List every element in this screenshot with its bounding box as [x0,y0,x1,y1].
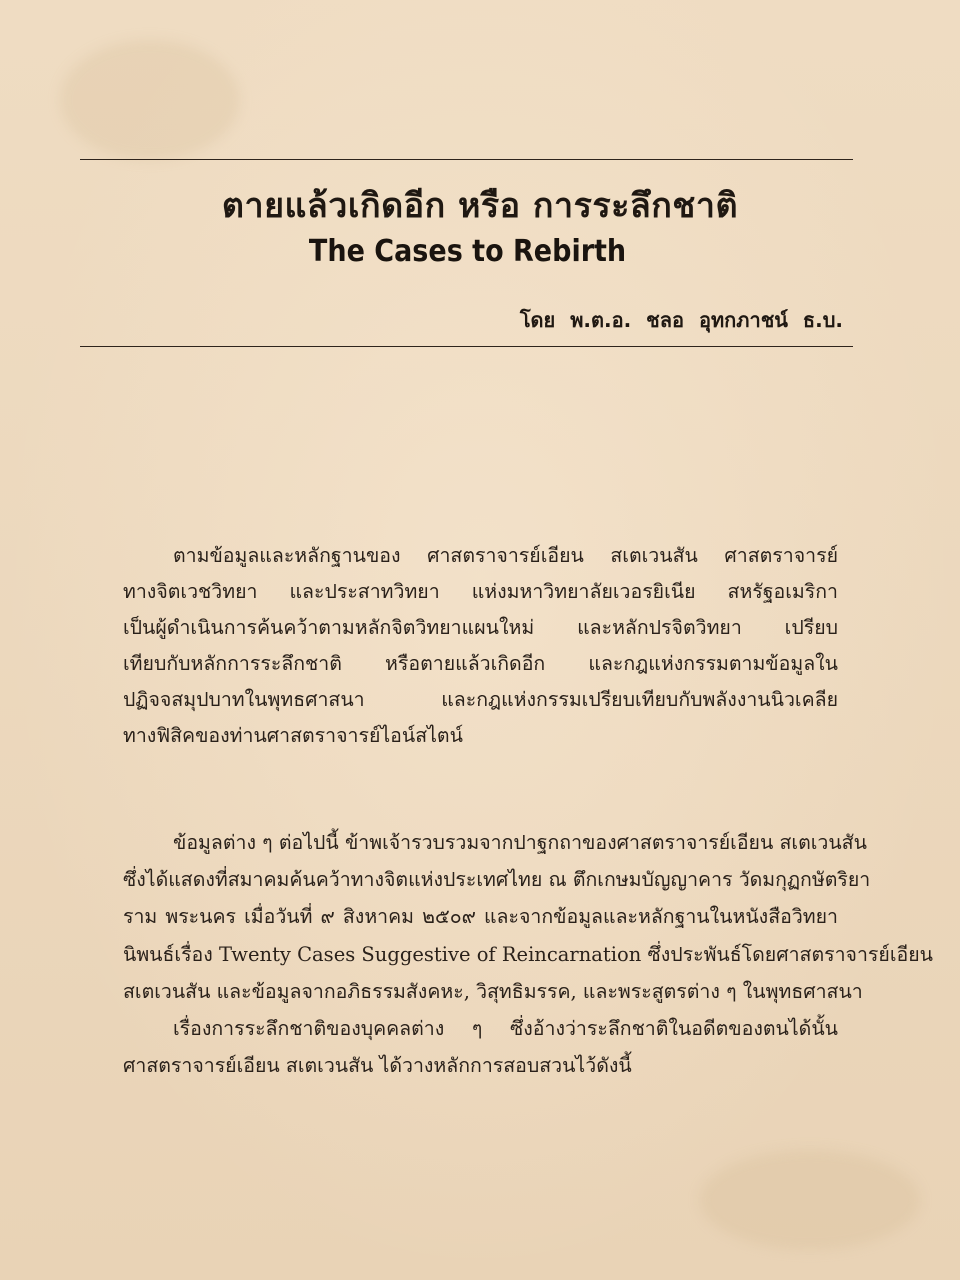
text-line: ศาสตราจารย์เอียน สเตเวนสัน ได้วางหลักการสอบสวนไว้ดังนี้ [123,1054,632,1078]
text-line: เรื่องการระลึกชาติของบุคคลต่าง ๆ ซึ่งอ้างว่าระลึกชาติในอดีตของตนได้นั้น [173,1016,838,1040]
text-line: เทียบกับหลักการระลึกชาติ หรือตายแล้วเกิดอีก และกฎแห่งกรรมตามข้อมูลใน [123,652,838,675]
paper-stain [60,40,240,160]
paper-stain [700,1150,920,1250]
text-line: ปฏิจจสมุปบาทในพุทธศาสนา และกฎแห่งกรรมเปรียบเทียบกับพลังงานนิวเคลีย [123,688,838,711]
english-title: The Cases to Rebirth [308,234,627,269]
paragraph-1 [123,538,838,754]
text-line: ทางจิตเวชวิทยา และประสาทวิทยา แห่งมหาวิทยาลัยเวอรยิเนีย สหรัฐอเมริกา [123,580,838,603]
thai-title: ตายแล้วเกิดอีก หรือ การระลึกชาติ [221,186,739,226]
paragraph-2 [123,824,933,1084]
text-line: นิพนธ์เรื่อง Twenty Cases Suggestive of Reincarnation ซึ่งประพันธ์โดยศาสตราจารย์เอียน [123,942,933,966]
text-line: สเตเวนสัน และข้อมูลจากอภิธรรมสังคหะ, วิสุทธิมรรค, และพระสูตรต่าง ๆ ในพุทธศาสนา [123,979,863,1003]
header-bottom-rule [80,346,853,347]
text-line: ตามข้อมูลและหลักฐานของ ศาสตราจารย์เอียน สเตเวนสัน ศาสตราจารย์ [173,544,838,567]
author-byline: โดย พ.ต.อ. ชลอ อุทกภาชน์ ธ.บ. [519,308,843,332]
text-line: ข้อมูลต่าง ๆ ต่อไปนี้ ข้าพเจ้ารวบรวมจากปาฐกถาของศาสตราจารย์เอียน สเตเวนสัน [173,831,867,854]
text-line: ทางฟิสิคของท่านศาสตราจารย์ไอน์สไตน์ [123,724,463,747]
header-top-rule [80,159,853,160]
text-line: เป็นผู้ดำเนินการค้นคว้าตามหลักจิตวิทยาแผนใหม่ และหลักปรจิตวิทยา เปรียบ [123,616,838,639]
text-line: ราม พระนคร เมื่อวันที่ ๙ สิงหาคม ๒๕๐๙ และจากข้อมูลและหลักฐานในหนังสือวิทยา [123,905,838,929]
text-line: ซึ่งได้แสดงที่สมาคมค้นคว้าทางจิตแห่งประเทศไทย ณ ตึกเกษมบัญญาคาร วัดมกุฏกษัตริยา [123,868,871,892]
